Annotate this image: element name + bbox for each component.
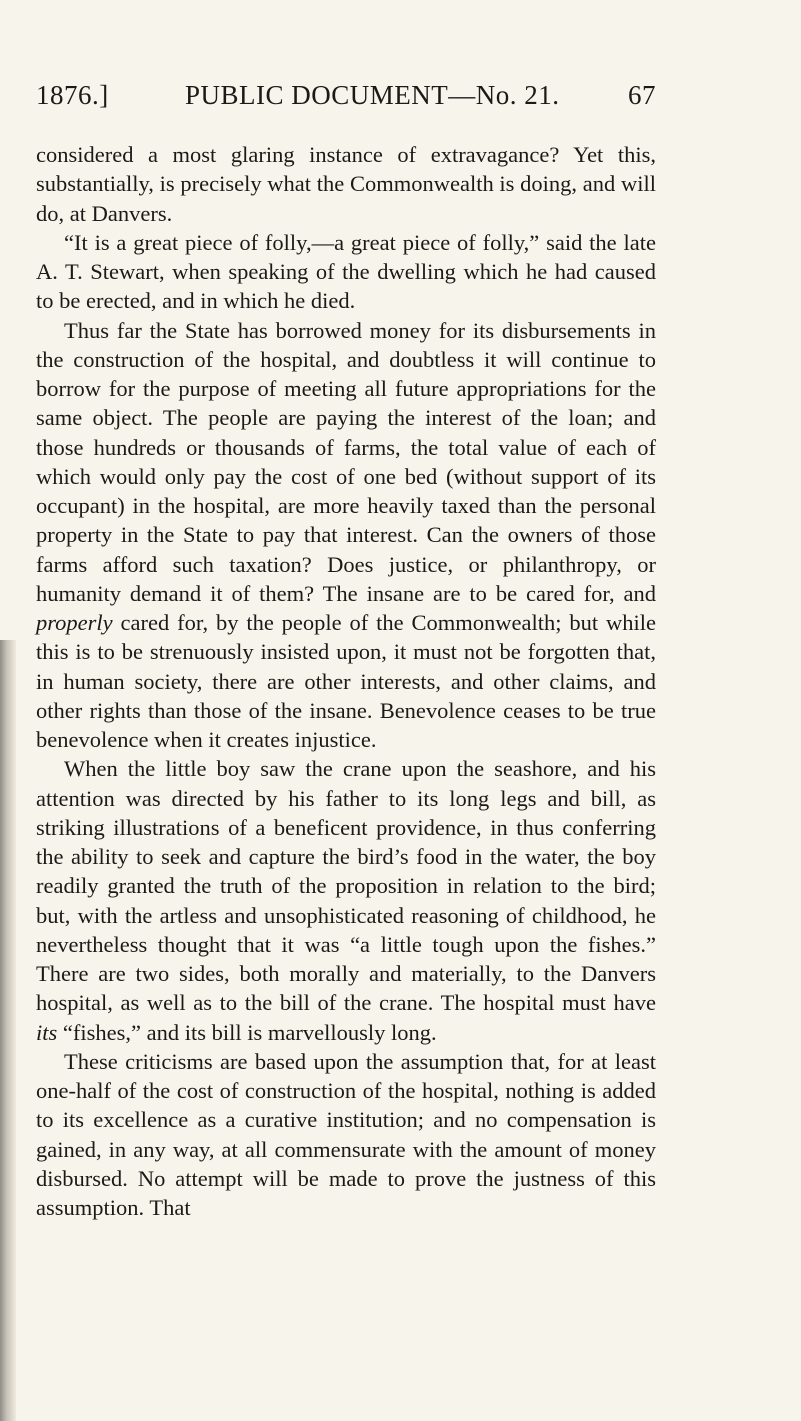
- header-year: 1876.]: [36, 80, 109, 110]
- paragraph-4-text-a: When the little boy saw the crane upon the seashore, and his attention was directed by his father to its long legs and bill, as striking illustrations of a beneficent providence, in thus conferring the ability to seek and capture the bird’s food in the water, the boy readily granted the truth of the proposition in relation to the bird; but, with the artless and unsophisticated reasoning of childhood, he nevertheless thought that it was “a little tough upon the fishes.” There are two sides, both morally and materially, to the Danvers hospital, as well as to the bill of the crane. The hospital must have: [36, 756, 656, 1016]
- paragraph-2: “It is a great piece of folly,—a great piece of folly,” said the late A. T. Stewart, when speaking of the dwelling which he had caused to be erected, and in which he died.: [36, 229, 656, 314]
- paragraph-5: These criticisms are based upon the assumption that, for at least one-half of the cost of construction of the hospital, nothing is added to its excellence as a curative institution; and no compensation is gained, in any way, at all commensurate with the amount of money disbursed. No attempt will be made to prove the justness of this assumption. That: [36, 1048, 656, 1220]
- emphasis-its: its: [36, 1019, 58, 1045]
- body-text: [36, 140, 656, 1222]
- paragraph-3-text-b: cared for, by the people of the Commonwealth; but while this is to be strenuously insisted upon, it must not be forgotten that, in human society, there are other interests, and other claims, and other rights than those of the insane. Benevolence ceases to be true benevolence when it creates injustice.: [36, 610, 656, 752]
- book-gutter-shadow: [0, 640, 16, 1421]
- paragraph-4: [36, 754, 656, 1047]
- header-title: PUBLIC DOCUMENT—No. 21.: [185, 80, 560, 110]
- paragraph-3-text-a: Thus far the State has borrowed money for its disbursements in the construction of the hospital, and doubtless it will continue to borrow for the purpose of meeting all future appropriations for the same object. The people are paying the interest of the loan; and those hundreds or thousands of farms, the total value of each of which would only pay the cost of one bed (without support of its occupant) in the hospital, are more heavily taxed than the personal property in the State to pay that interest. Can the owners of those farms afford such taxation? Does justice, or philanthropy, or humanity demand it of them? The insane are to be cared for, and: [36, 317, 656, 606]
- emphasis-properly: properly: [36, 610, 113, 635]
- page-number: 67: [628, 80, 656, 110]
- paragraph-1: considered a most glaring instance of extravagance? Yet this, substantially, is precisely what the Commonwealth is doing, and will do, at Danvers.: [36, 142, 656, 226]
- paragraph-3: [36, 316, 656, 755]
- paragraph-4-text-b: “fishes,” and its bill is marvellously long.: [62, 1019, 437, 1045]
- running-header: [36, 80, 656, 120]
